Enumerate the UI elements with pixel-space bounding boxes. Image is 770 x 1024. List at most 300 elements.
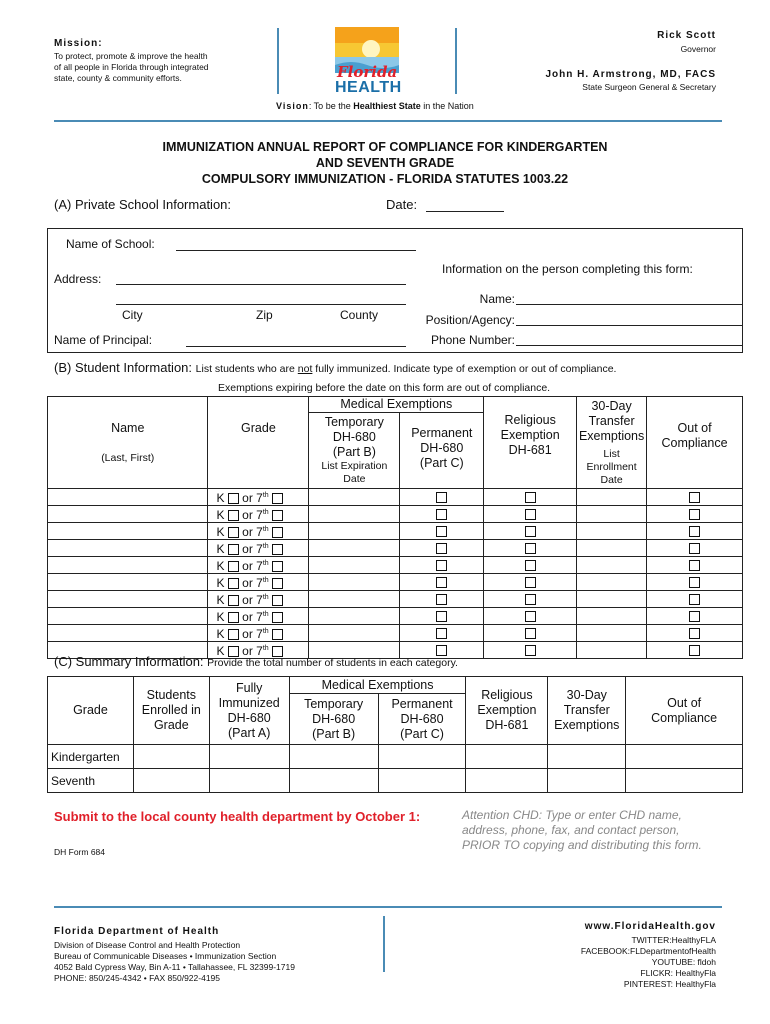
- permanent-checkbox[interactable]: [436, 594, 447, 605]
- grade-7-checkbox[interactable]: [272, 510, 283, 521]
- section-c-title: (C) Summary Information:: [54, 654, 204, 669]
- grade-cell: [208, 557, 309, 574]
- student-name-cell[interactable]: [48, 489, 208, 506]
- sum-temp-header: [290, 694, 379, 744]
- vision-bold: Healthiest State: [353, 101, 421, 111]
- grade-7-checkbox[interactable]: [272, 544, 283, 555]
- footer-line3: 4052 Bald Cypress Way, Bin A-11 • Tallahassee, FL 32399-1719: [54, 962, 295, 972]
- grade-k-checkbox[interactable]: [228, 544, 239, 555]
- school-name-label: Name of School:: [66, 237, 155, 251]
- perm-2: DH-680: [420, 441, 464, 455]
- out-of-compliance-checkbox[interactable]: [689, 543, 700, 554]
- grade-7-checkbox[interactable]: [272, 561, 283, 572]
- sum-religious-header: [466, 677, 548, 745]
- s30-3: Exemptions: [554, 718, 620, 732]
- student-row: [48, 574, 743, 591]
- principal-field[interactable]: [186, 332, 406, 347]
- t30-1: 30-Day: [591, 398, 632, 413]
- grade-k-label: K: [216, 525, 225, 539]
- vision-text: : To be the: [308, 101, 354, 111]
- summary-row-seventh: [48, 769, 743, 793]
- grade-th: th: [262, 492, 269, 499]
- header-divider-right: [455, 28, 457, 94]
- permanent-checkbox[interactable]: [436, 577, 447, 588]
- vision-statement: [276, 101, 474, 111]
- footer-address: [54, 940, 295, 984]
- address-field[interactable]: [116, 270, 406, 285]
- logo-florida: Florida: [337, 63, 398, 81]
- grade-cell: [208, 625, 309, 642]
- student-row: [48, 625, 743, 642]
- social-youtube[interactable]: YOUTUBE: fldoh: [651, 957, 716, 967]
- grade-th: th: [262, 509, 269, 516]
- sum-cell[interactable]: [209, 745, 289, 769]
- grade-or-label: or 7: [242, 627, 263, 641]
- temp-date-cell[interactable]: [309, 608, 400, 625]
- grade-th: th: [262, 628, 269, 635]
- fi-2: Immunized: [218, 695, 280, 710]
- grade-k-label: K: [216, 593, 225, 607]
- mission-text: To protect, promote & improve the health of all people in Florida through integrated state, county & community efforts.: [54, 51, 209, 83]
- religious-cell: [484, 540, 577, 557]
- sum-students-header: [133, 677, 209, 745]
- out-of-compliance-checkbox[interactable]: [689, 577, 700, 588]
- permanent-checkbox[interactable]: [436, 628, 447, 639]
- so-1: Out of: [667, 695, 702, 710]
- temp-date-cell[interactable]: [309, 523, 400, 540]
- grade-th: th: [262, 526, 269, 533]
- grade-or-label: or 7: [242, 610, 263, 624]
- position-field[interactable]: [516, 311, 742, 326]
- student-name-cell[interactable]: [48, 608, 208, 625]
- school-name-field[interactable]: [176, 236, 416, 251]
- temp-date-cell[interactable]: [309, 506, 400, 523]
- sum-cell[interactable]: [626, 769, 743, 793]
- out-cell: [647, 489, 743, 506]
- row-label-seventh: Seventh: [48, 769, 134, 793]
- grade-or-label: or 7: [242, 593, 263, 607]
- out-cell: [647, 608, 743, 625]
- grade-or-label: or 7: [242, 644, 263, 658]
- surgeon-title: State Surgeon General & Secretary: [582, 82, 716, 92]
- contact-name-field[interactable]: [516, 290, 742, 305]
- out-of-compliance-checkbox[interactable]: [689, 492, 700, 503]
- contact-name-label: Name:: [479, 292, 515, 306]
- grade-k-checkbox[interactable]: [228, 510, 239, 521]
- student-row: [48, 540, 743, 557]
- rel-1: Religious: [504, 413, 556, 427]
- out-cell: [647, 642, 743, 659]
- transfer-date-cell[interactable]: [577, 574, 647, 591]
- grade-7-checkbox[interactable]: [272, 527, 283, 538]
- sum-cell[interactable]: [466, 745, 548, 769]
- religious-header: [484, 397, 577, 489]
- t30-2: Transfer: [588, 413, 635, 428]
- grade-cell: [208, 540, 309, 557]
- grade-k-checkbox[interactable]: [228, 493, 239, 504]
- county-label: County: [340, 308, 379, 322]
- footer-line1: Division of Disease Control and Health Protection: [54, 940, 241, 950]
- title-line1: IMMUNIZATION ANNUAL REPORT OF COMPLIANCE FOR KINDERGARTEN: [162, 140, 608, 154]
- student-row: [48, 557, 743, 574]
- fi-1: Fully: [235, 680, 263, 695]
- religious-checkbox[interactable]: [525, 577, 536, 588]
- student-name-cell[interactable]: [48, 557, 208, 574]
- footer-line4: PHONE: 850/245-4342 • FAX 850/922-4195: [54, 973, 221, 983]
- instruction-not: not: [297, 363, 313, 375]
- out-cell: [647, 591, 743, 608]
- sum-cell[interactable]: [548, 745, 626, 769]
- religious-checkbox[interactable]: [525, 611, 536, 622]
- religious-cell: [484, 642, 577, 659]
- col-name-sub: (Last, First): [101, 451, 155, 464]
- grade-th: th: [262, 594, 269, 601]
- sum-transfer-header: [548, 677, 626, 745]
- footer-dept: Florida Department of Health: [54, 926, 220, 937]
- out-of-compliance-checkbox[interactable]: [689, 611, 700, 622]
- religious-cell: [484, 625, 577, 642]
- summary-row-kindergarten: [48, 745, 743, 769]
- grade-k-label: K: [216, 542, 225, 556]
- grade-cell: [208, 523, 309, 540]
- sum-fully-header: [209, 677, 289, 745]
- grade-k-checkbox[interactable]: [228, 527, 239, 538]
- out-of-compliance-checkbox[interactable]: [689, 509, 700, 520]
- religious-checkbox[interactable]: [525, 594, 536, 605]
- sum-cell[interactable]: [133, 745, 209, 769]
- grade-or-label: or 7: [242, 542, 263, 556]
- grade-th: th: [262, 577, 269, 584]
- social-twitter[interactable]: TWITTER:HealthyFLA: [631, 935, 716, 945]
- religious-checkbox[interactable]: [525, 628, 536, 639]
- rel-2: Exemption: [500, 428, 560, 442]
- religious-cell: [484, 523, 577, 540]
- grade-cell: [208, 591, 309, 608]
- social-pinterest[interactable]: PINTEREST: HealthyFla: [623, 979, 716, 989]
- st-temp-3: (Part B): [312, 727, 356, 741]
- student-row: [48, 506, 743, 523]
- footer-rule: [54, 906, 722, 908]
- temp-date-cell[interactable]: [309, 489, 400, 506]
- footer-social: [581, 935, 716, 990]
- student-row: [48, 489, 743, 506]
- perm-cell: [400, 557, 484, 574]
- st-temp-2: DH-680: [312, 712, 356, 726]
- sum-cell[interactable]: [289, 745, 378, 769]
- sum-cell[interactable]: [209, 769, 289, 793]
- sum-out-header: [626, 677, 743, 745]
- grade-k-label: K: [216, 610, 225, 624]
- col-grade-header: [208, 397, 309, 489]
- governor-title: Governor: [680, 44, 716, 54]
- religious-cell: [484, 608, 577, 625]
- permanent-checkbox[interactable]: [436, 611, 447, 622]
- permanent-checkbox[interactable]: [436, 543, 447, 554]
- grade-cell: [208, 574, 309, 591]
- temp-header: [309, 413, 400, 488]
- out-of-compliance-checkbox[interactable]: [689, 645, 700, 656]
- instruction-post: fully immunized. Indicate type of exemption or out of compliance.: [312, 363, 617, 375]
- city-label: City: [122, 308, 143, 322]
- religious-cell: [484, 591, 577, 608]
- footer-divider: [383, 916, 385, 972]
- attention-note: [462, 808, 702, 853]
- grade-k-label: K: [216, 644, 225, 658]
- social-flickr[interactable]: FLICKR: HealthyFla: [640, 968, 716, 978]
- perm-cell: [400, 625, 484, 642]
- fi-4: (Part A): [228, 725, 271, 740]
- religious-cell: [484, 557, 577, 574]
- out-of-compliance-checkbox[interactable]: [689, 594, 700, 605]
- out-compliance-header: [647, 397, 743, 489]
- out-of-compliance-checkbox[interactable]: [689, 628, 700, 639]
- grade-k-checkbox[interactable]: [228, 595, 239, 606]
- st-perm-2: DH-680: [400, 712, 444, 726]
- section-c-heading: [54, 654, 458, 669]
- student-name-cell[interactable]: [48, 540, 208, 557]
- grade-th: th: [262, 543, 269, 550]
- transfer-date-cell[interactable]: [577, 540, 647, 557]
- transfer-date-cell[interactable]: [577, 489, 647, 506]
- info-person-label: Information on the person completing this form:: [442, 262, 693, 276]
- phone-label: Phone Number:: [430, 333, 515, 347]
- out-cell: [647, 523, 743, 540]
- student-row: [48, 591, 743, 608]
- grade-or-label: or 7: [242, 576, 263, 590]
- religious-checkbox[interactable]: [525, 492, 536, 503]
- grade-k-label: K: [216, 559, 225, 573]
- grade-k-label: K: [216, 576, 225, 590]
- st-1: Students: [146, 688, 196, 702]
- vision-label: Vision: [276, 101, 309, 111]
- grade-or-label: or 7: [242, 508, 263, 522]
- grade-cell: [208, 489, 309, 506]
- temp-3: (Part B): [332, 445, 376, 459]
- medical-exemptions-header: [309, 397, 484, 489]
- sum-medical-text: Medical Exemptions: [290, 677, 466, 694]
- so-2: Compliance: [651, 710, 718, 725]
- sum-cell[interactable]: [133, 769, 209, 793]
- grade-7-checkbox[interactable]: [272, 629, 283, 640]
- out-of-compliance-checkbox[interactable]: [689, 526, 700, 537]
- student-row: [48, 523, 743, 540]
- student-name-cell[interactable]: [48, 506, 208, 523]
- st-perm-3: (Part C): [400, 727, 444, 741]
- religious-checkbox[interactable]: [525, 543, 536, 554]
- grade-7-checkbox[interactable]: [272, 493, 283, 504]
- sum-cell[interactable]: [626, 745, 743, 769]
- vision-end: in the Nation: [420, 101, 474, 111]
- date-field[interactable]: [426, 197, 504, 212]
- col-name-header: [48, 397, 208, 489]
- out-cell: [647, 625, 743, 642]
- t30-sub2: Date: [600, 473, 623, 486]
- perm-cell: [400, 574, 484, 591]
- student-row: [48, 608, 743, 625]
- title-line2: AND SEVENTH GRADE: [315, 156, 455, 170]
- summary-table: [47, 676, 743, 793]
- grade-k-checkbox[interactable]: [228, 629, 239, 640]
- sr-2: Exemption: [477, 703, 537, 717]
- submit-instruction: Submit to the local county health department by October 1:: [54, 809, 421, 824]
- transfer-date-cell[interactable]: [577, 523, 647, 540]
- transfer-date-cell[interactable]: [577, 608, 647, 625]
- sum-perm-header: [379, 694, 466, 744]
- grade-cell: [208, 608, 309, 625]
- transfer-date-cell[interactable]: [577, 591, 647, 608]
- header-divider-left: [277, 28, 279, 94]
- grade-cell: [208, 506, 309, 523]
- student-name-cell[interactable]: [48, 591, 208, 608]
- religious-checkbox[interactable]: [525, 560, 536, 571]
- grade-or-label: or 7: [242, 525, 263, 539]
- student-table: [47, 396, 743, 659]
- zip-label: Zip: [256, 308, 273, 322]
- sum-cell[interactable]: [466, 769, 548, 793]
- grade-or-label: or 7: [242, 559, 263, 573]
- temp-sub2: Date: [343, 473, 366, 485]
- florida-health-logo: [333, 27, 401, 99]
- sr-1: Religious: [481, 688, 533, 702]
- grade-k-label: K: [216, 508, 225, 522]
- perm-cell: [400, 523, 484, 540]
- perm-cell: [400, 489, 484, 506]
- permanent-checkbox[interactable]: [436, 526, 447, 537]
- address-label: Address:: [54, 272, 102, 286]
- perm-3: (Part C): [419, 456, 464, 470]
- attention-2: address, phone, fax, and contact person,: [462, 823, 680, 837]
- out-cell: [647, 540, 743, 557]
- grade-th: th: [262, 611, 269, 618]
- permanent-checkbox[interactable]: [436, 560, 447, 571]
- grade-th: th: [262, 560, 269, 567]
- temp-date-cell[interactable]: [309, 540, 400, 557]
- t30-sub1: List Enrollment: [586, 447, 637, 473]
- sr-3: DH-681: [485, 718, 529, 732]
- rel-3: DH-681: [508, 443, 552, 457]
- grade-7-checkbox[interactable]: [272, 578, 283, 589]
- t30-3: Exemptions: [578, 428, 645, 443]
- out-cell: [647, 557, 743, 574]
- permanent-checkbox[interactable]: [436, 492, 447, 503]
- sum-cell[interactable]: [378, 745, 466, 769]
- position-label: Position/Agency:: [425, 313, 515, 327]
- transfer-date-cell[interactable]: [577, 625, 647, 642]
- row-label-kindergarten: Kindergarten: [48, 745, 134, 769]
- out-1: Out of: [677, 420, 712, 435]
- perm-cell: [400, 506, 484, 523]
- permanent-checkbox[interactable]: [436, 509, 447, 520]
- perm-1: Permanent: [411, 426, 473, 440]
- header-rule: [54, 120, 722, 122]
- col-name-text: Name: [111, 420, 145, 435]
- religious-cell: [484, 506, 577, 523]
- footer-website[interactable]: www.FloridaHealth.gov: [584, 921, 716, 932]
- form-number: DH Form 684: [54, 847, 106, 857]
- date-label: Date:: [386, 197, 418, 212]
- city-zip-county-field[interactable]: [116, 290, 406, 305]
- attention-1: Attention CHD: Type or enter CHD name,: [462, 808, 682, 822]
- perm-cell: [400, 608, 484, 625]
- sum-grade-text: Grade: [73, 703, 108, 717]
- grade-k-checkbox[interactable]: [228, 561, 239, 572]
- out-of-compliance-checkbox[interactable]: [689, 560, 700, 571]
- temp-date-cell[interactable]: [309, 591, 400, 608]
- out-cell: [647, 574, 743, 591]
- grade-7-checkbox[interactable]: [272, 612, 283, 623]
- perm-cell: [400, 591, 484, 608]
- s30-2: Transfer: [563, 703, 610, 717]
- sum-grade-header: [48, 677, 134, 745]
- sum-cell[interactable]: [378, 769, 466, 793]
- grade-k-checkbox[interactable]: [228, 578, 239, 589]
- transfer-header: [577, 397, 647, 489]
- religious-cell: [484, 574, 577, 591]
- col-grade-text: Grade: [241, 421, 276, 435]
- religious-checkbox[interactable]: [525, 645, 536, 656]
- grade-k-checkbox[interactable]: [228, 612, 239, 623]
- mission-title: Mission:: [54, 38, 103, 49]
- temp-1: Temporary: [324, 415, 384, 429]
- temp-date-cell[interactable]: [309, 625, 400, 642]
- section-b-heading: [54, 360, 616, 375]
- grade-or-label: or 7: [242, 491, 263, 505]
- temp-date-cell[interactable]: [309, 574, 400, 591]
- student-name-cell[interactable]: [48, 574, 208, 591]
- sum-medical-header: [289, 677, 466, 745]
- grade-k-label: K: [216, 491, 225, 505]
- exemption-note: Exemptions expiring before the date on this form are out of compliance.: [218, 382, 551, 394]
- temp-sub1: List Expiration: [321, 460, 388, 472]
- temp-date-cell[interactable]: [309, 557, 400, 574]
- temp-2: DH-680: [332, 430, 376, 444]
- attention-3: PRIOR TO copying and distributing this form.: [462, 838, 702, 852]
- st-3: Grade: [153, 718, 189, 732]
- st-temp-1: Temporary: [304, 697, 364, 711]
- religious-checkbox[interactable]: [525, 509, 536, 520]
- transfer-date-cell[interactable]: [577, 557, 647, 574]
- sum-cell[interactable]: [548, 769, 626, 793]
- medical-exemptions-text: Medical Exemptions: [309, 397, 483, 413]
- phone-field[interactable]: [516, 331, 742, 346]
- section-a-heading: (A) Private School Information:: [54, 197, 232, 212]
- principal-label: Name of Principal:: [54, 333, 153, 347]
- grade-k-label: K: [216, 627, 225, 641]
- section-b-instruction: [196, 363, 617, 375]
- section-c-instruction: Provide the total number of students in each category.: [207, 657, 458, 669]
- s30-1: 30-Day: [566, 688, 607, 702]
- transfer-date-cell[interactable]: [577, 642, 647, 659]
- religious-checkbox[interactable]: [525, 526, 536, 537]
- st-2: Enrolled in: [141, 703, 201, 717]
- sum-cell[interactable]: [289, 769, 378, 793]
- student-name-cell[interactable]: [48, 625, 208, 642]
- transfer-date-cell[interactable]: [577, 506, 647, 523]
- title-line3: COMPULSORY IMMUNIZATION - FLORIDA STATUTES 1003.22: [201, 172, 569, 186]
- governor-name: Rick Scott: [657, 30, 716, 41]
- surgeon-name: John H. Armstrong, MD, FACS: [545, 69, 716, 80]
- grade-th: th: [262, 645, 269, 652]
- st-perm-1: Permanent: [391, 697, 453, 711]
- perm-header: [400, 413, 483, 488]
- grade-7-checkbox[interactable]: [272, 595, 283, 606]
- out-2: Compliance: [661, 435, 728, 450]
- fi-3: DH-680: [227, 710, 271, 725]
- social-facebook[interactable]: FACEBOOK:FLDepartmentofHealth: [580, 946, 716, 956]
- logo-health: HEALTH: [335, 79, 402, 96]
- student-name-cell[interactable]: [48, 523, 208, 540]
- perm-cell: [400, 540, 484, 557]
